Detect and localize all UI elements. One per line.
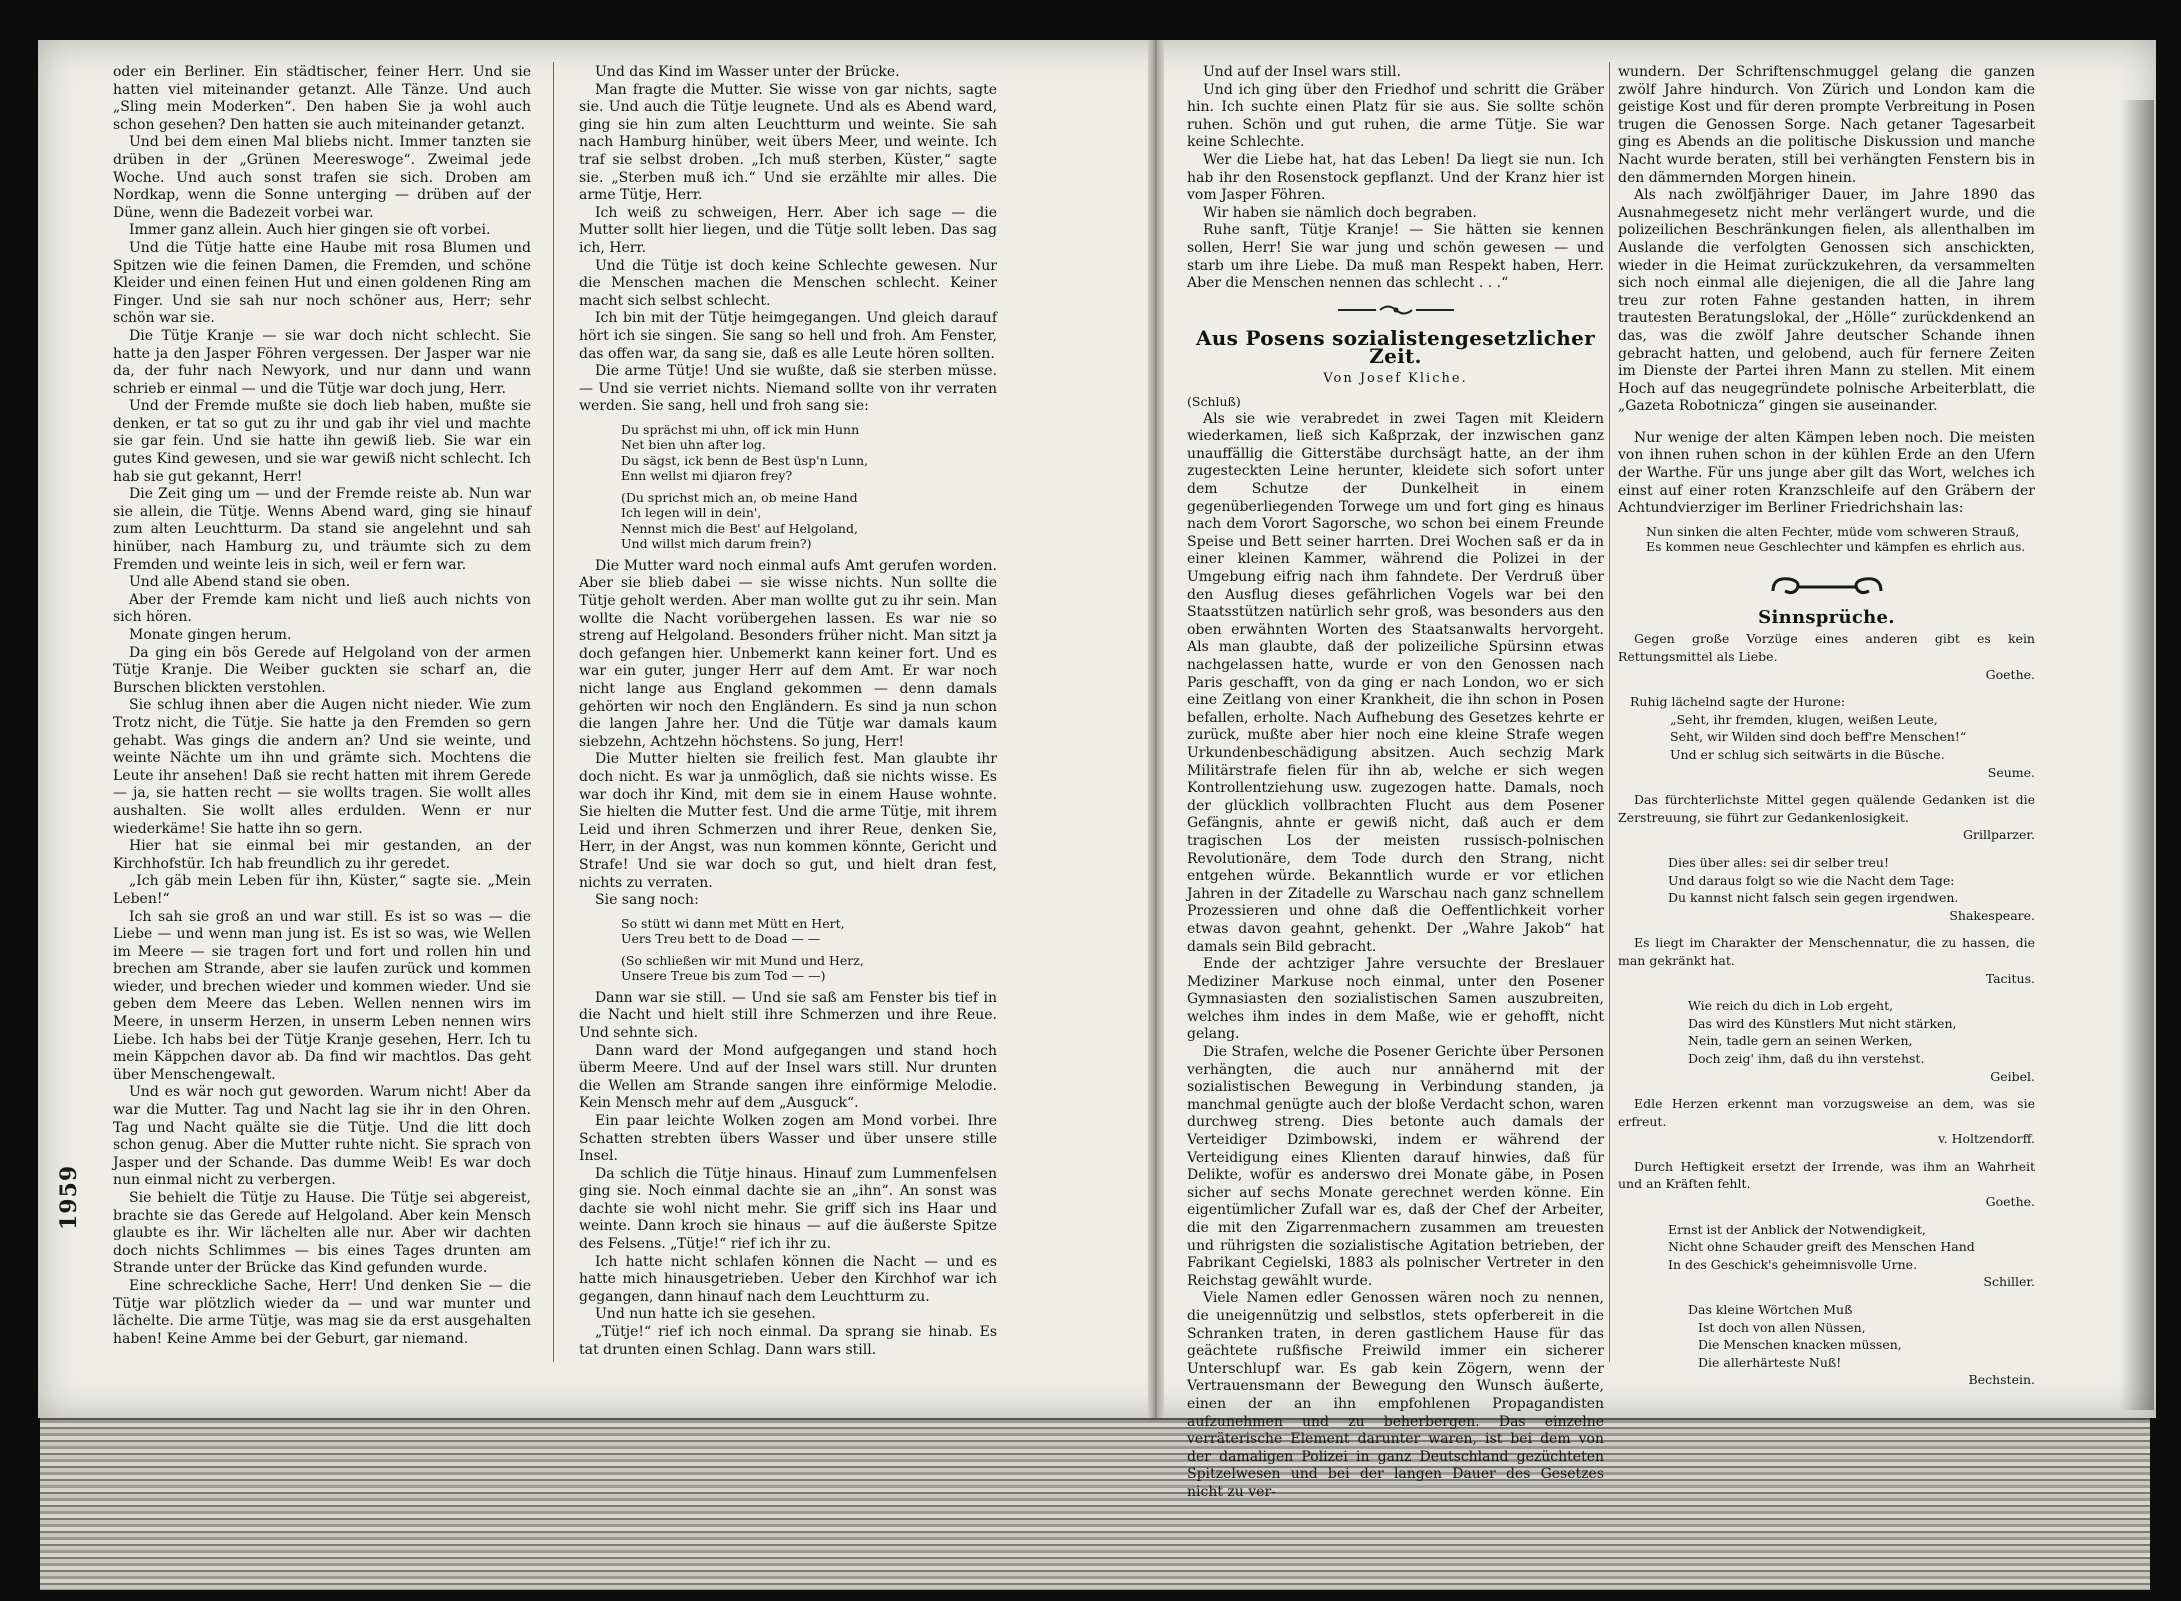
spruch-line: Das wird des Künstlers Mut nicht stärken, [1688,1015,1957,1031]
paragraph: Dann war sie still. — Und sie saß am Fenster bis tief in die Nacht und hielt still ihre Schmerzen und ihre Reue. Und sehnte sich. [579,989,997,1041]
spruch [1618,997,2035,1085]
ornament-icon [1336,303,1456,317]
spruch [1618,630,2035,683]
spruch-line: Doch zeig' ihm, daß du ihn verstehst. [1688,1050,1925,1066]
paragraph: Die Mutter ward noch einmal aufs Amt gerufen worden. Aber sie blieb dabei — sie wisse nichts. Nun sollte die Tütje geholt werden. Aber man wollte gut zu ihr sein. Man wollte die Nacht vorübergehen lassen. Es war nie so streng auf Helgoland. Besonders früher nicht. Man sitzt ja doch gefangen hier. Unbemerkt kann keiner fort. Und es war ein guter, junger Herr auf dem Amt. Er war noch nicht lange aus England gekommen — denn damals gehörten wir noch den Engländern. Es sind ja nun schon die langen Jahre her. Und die Tütje war damals kaum siebzehn, Achtzehn höchstens. So jung, Herr! [579,557,997,750]
paragraph: Ich sah sie groß an und war still. Es ist so was — die Liebe — und wenn man jung ist. Es ist so was, wie Wellen im Meere — sie tragen fort und fort und rollen hin und brechen am Strande, aber sie laufen zurück und kommen wieder, und brechen wieder und kommen wieder. Und sie geben dem Meere das Leben. Wellen nennen wirs im Meere, in unserm Herzen, in unserm Leben nennen wirs Liebe. Ich habs bei der Tütje Kranje gesehen, Herr. Ich tu mein Käppchen davor ab. Da find wir machtlos. Das geht über Menschengewalt. [113,908,531,1083]
spruch [1618,1158,2035,1211]
article-note: (Schluß) [1187,394,1241,410]
spruch [1618,791,2035,844]
spruch-line: Es liegt im Charakter der Menschennatur, die zu hassen, die man gekränkt hat. [1618,935,2035,968]
verse-line: Es kommen neue Geschlechter und kämpfen es ehrlich aus. [1646,539,2026,555]
paragraph: Und es wär noch gut geworden. Warum nicht! Aber da war die Mutter. Tag und Nacht lag sie ihr in den Ohren. Tag und Nacht quälte sie die Tütje. Und die litt doch schon genug. Aber die Mutter ruhte nicht. Sie sprach von Jasper und der Schande. Das dumme Weib! Es war doch nun einmal nicht zu verbergen. [113,1084,531,1189]
paragraph: Ich hatte nicht schlafen können die Nacht — und es hatte mich hinausgetrieben. Ueber den Kirchhof war ich gegangen, dann hinauf nach dem Leuchtturm zu. [579,1253,997,1305]
spruch-line: Und er schlug sich seitwärts in die Büsche. [1670,747,1945,762]
spruch-line: Ruhig lächelnd sagte der Hurone: [1630,694,1846,710]
spruch-author: Shakespeare. [1949,907,2035,923]
song-verse-1-translation [579,490,997,552]
paragraph: Und nun hatte ich sie gesehen. [595,1306,816,1323]
paragraph: Ich bin mit der Tütje heimgegangen. Und gleich darauf hört ich sie singen. Sie sang so hell und froh. Am Fenster, das offen war, da sang sie, daß es alle Leute hören sollten. [579,310,997,362]
paragraph: Hier hat sie einmal bei mir gestanden, an der Kirchhofstür. Ich hab freundlich zu ihr geredet. [113,838,531,872]
paragraph: Und ich ging über den Friedhof und schritt die Gräber hin. Ich suchte einen Platz für sie aus. Sie sollte schön ruhen. Schön und gut ruhen, die arme Tütje. Sie war keine Schlechte. [1187,81,1604,151]
spruch-line: Du kannst nicht falsch sein gegen irgendwen. [1668,890,1959,906]
spruch-author: Goethe. [1985,1194,2035,1210]
paragraph: Und auf der Insel wars still. [1203,64,1401,80]
verse-line: (So schließen wir mit Mund und Herz, [621,952,864,968]
spruch-line: Wie reich du dich in Lob ergeht, [1688,998,1894,1014]
spruch-line: Nicht ohne Schauder greift des Menschen Hand [1668,1239,1975,1255]
paragraph: Man fragte die Mutter. Sie wisse von gar nichts, sagte sie. Und auch die Tütje leugnete. Und als es Abend ward, ging sie hin zum alten Leuchtturm und weinte. Sie sah nach Hamburg hinüber, weit übers Meer, und weinte. Ich traf sie selbst droben. „Ich muß sterben, Küster,“ sagte sie. „Sterben muß ich.“ Und sie erzählte mir alles. Die arme Tütje, Herr. [579,81,997,204]
paragraph: Als nach zwölfjähriger Dauer, im Jahre 1890 das Ausnahmegesetz nicht mehr verlängert wurde, und die polizeilichen Beschränkungen fielen, als allenthalben im Auslande die verfolgten Genossen sich anschickten, wieder in die Heimat zurückzukehren, da versammelten sich noch einmal alle diejenigen, die all die Jahre lang treu zur roten Fahne gestanden hatten, in ihrem trautesten Beratungslokal, der „Hölle“ zurückdenkend an das, was die zwölf Jahre deutscher Schande ihnen gebracht hatten, und gelobend, auch für fernere Zeiten im Dienste der Partei ihren Mann zu stellen. Mit einem Hoch auf das neugegründete polnische Arbeiterblatt, die „Gazeta Robotnicza“ gingen sie auseinander. [1618,187,2035,415]
column-2 [579,64,997,1364]
column-1 [113,64,531,1364]
paragraph: Da ging ein bös Gerede auf Helgoland von der armen Tütje Kranje. Die Weiber guckten sie scharf an, die Burschen blickten verstohlen. [113,644,531,696]
song-verse-2-translation [579,953,997,984]
paragraph: Und bei dem einen Mal bliebs nicht. Immer tanzten sie drüben in der „Grünen Meereswoge“. Zweimal jede Woche. Und auch sonst trafen sie sich. Droben am Nordkap, wenn die Sonne unterging — drüben auf der Düne, wenn die Badezeit vorbei war. [113,134,531,221]
song-verse-1 [579,422,997,484]
paragraph: „Ich gäb mein Leben für ihn, Küster,“ sagte sie. „Mein Leben!“ [113,873,531,907]
spruch-line: In des Geschick's geheimnisvolle Urne. [1668,1256,1918,1272]
spruch-line: Die Menschen knacken müssen, [1698,1337,1902,1353]
paragraph: Ein paar leichte Wolken zogen am Mond vorbei. Ihre Schatten strebten übers Wasser und über unsere stille Insel. [579,1112,997,1165]
paragraph: Sie behielt die Tütje zu Hause. Die Tütje sei abgereist, brachte sie das Gerede auf Helgoland. Aber kein Mensch glaubte es ihr. Wir lächelten alle nur. Aber wir dachten doch nichts Schlimmes — bis eines Tages drunten am Strande unter der Brücke das Kind gefunden wurde. [113,1190,531,1277]
paragraph: Ruhe sanft, Tütje Kranje! — Sie hätten sie kennen sollen, Herr! Sie war jung und schön gewesen — und starb um ihre Liebe. Da muß man Respekt haben, Herr. Aber die Menschen nennen das schlecht . . .“ [1187,222,1604,292]
verse-line: Unsere Treue bis zum Tod — —) [621,968,826,984]
paragraph: Monate gingen herum. [129,627,292,643]
page-edges [40,1418,2150,1590]
paragraph: Die Zeit ging um — und der Fremde reiste ab. Nun war sie allein, die Tütje. Wenns Abend ward, ging sie hinauf zum alten Leuchtturm. Da stand sie angelehnt und sah hinüber, nach Hamburg zu, und träumte sich zu dem Fremden und weinte leis in sich, weil er fern war. [113,486,531,573]
spruch-author: Seume. [1987,764,2035,780]
spruch-line: „Seht, ihr fremden, klugen, weißen Leute, [1670,711,1938,727]
spruch [1618,934,2035,987]
paragraph: Und die Tütje ist doch keine Schlechte gewesen. Nur die Menschen machen die Menschen schlecht. Keiner macht sich selbst schlecht. [579,257,997,309]
spruch-line: Das kleine Wörtchen Muß [1688,1302,1853,1318]
spruch-line: Durch Heftigkeit ersetzt der Irrende, was ihm an Wahrheit und an Kräften fehlt. [1618,1158,2035,1192]
paragraph: Die Strafen, welche die Posener Gerichte über Personen verhängten, die auch nur annähernd mit der sozialistischen Bewegung in Verbindung standen, ja manchmal genügte auch der bloße Verdacht schon, waren durchweg streng. Dies betonte auch damals der Verteidiger Dzimbowski, indem er während der Verteidigung eines Klienten darauf hinwies, daß für Delikte, wofür es anderswo drei Monate gäbe, in Posen sicher auf sechs Monate gerechnet werden könne. Ein eigentümlicher Zufall war es, daß der Chef der Arbeiter, die mit den Zigarrenmachern zusammen am treuesten und rührigsten die sozialistische Agitation betrieben, der Fabrikant Cegielski, 1883 als polnischer Vertreter in den Reichstag gewählt wurde. [1187,1044,1604,1289]
paragraph: Als sie wie verabredet in zwei Tagen mit Kleidern wiederkamen, ließ sich Kaßprzak, der inzwischen ganz unauffällig die Gitterstäbe durchsägt hatte, an der ihm zugesteckten Leine herunter, kleidete sich sofort unter dem Schutze der Dunkelheit in einem gegenüberliegenden Torwege um und fort ging es hinaus nach dem Vorort Sagorsche, wo schon bei einem Freunde Speise und Bett seiner harrten. Drei Wochen saß er da in einer kleinen Kammer, während die Polizei in der Umgebung eifrig nach ihm fahndete. Der Verdruß über den Ausflug dieses gefährlichen Vogels war bei den Staatsstützen natürlich sehr groß, was besonders aus den oben erwähnten Worten des Staatsanwalts hervorgeht. Als man glaubte, daß der polizeiliche Spürsinn etwas nachgelassen hatte, wurde er von den Genossen nach Paris geschafft, von da ging er nach London, wo er sich eine Zeitlang von einer Krankheit, die ihn schon in Posen befallen, erholte. Nach Aufhebung des Gesetzes kehrte er zurück, mußte aber hier noch eine kleine Strafe wegen Urkundenbeschädigung absitzen. Auch sechzig Mark Militärstrafe fielen für ihn ab, welche er sich wegen Kontrollentziehung usw. zugezogen hatte. Damals, noch der glücklich vollbrachten Flucht aus dem Posener Gefängnis, ahnte er gewiß nicht, daß auch er dem tragischen Los der meisten russisch-polnischen Revolutionäre, dem Tode durch den Strang, nicht entgehen würde. Bekanntlich wurde er vor etlichen Jahren in der Zitadelle zu Warschau nach ganz schnellem Prozessieren und ohne daß die Oeffentlichkeit vorher etwas davon geahnt, gehenkt. Der „Wahre Jakob“ hat damals sein Bild gebracht. [1187,410,1604,955]
paragraph: Ich weiß zu schweigen, Herr. Aber ich sage — die Mutter sollt hier liegen, und die Tütje sollt leben. Das sag ich, Herr. [579,204,997,256]
sinnsprueche-title: Sinnsprüche. [1758,606,1895,628]
kranzschleife-verse [1618,524,2035,555]
paragraph: Und der Fremde mußte sie doch lieb haben, mußte sie denken, er tat so gut zu ihr und gab ihr viel und machte sie gar fein. Und sie hatte ihn gewiß lieb. Sie war ein gutes Kind gewesen, und sie war gewiß nicht schlecht. Ich hab sie gut gekannt, Herr! [113,398,531,485]
paragraph: Da schlich die Tütje hinaus. Hinauf zum Lummenfelsen ging sie. Noch einmal dachte sie an „ihn“. An sonst was dachte sie wohl nicht mehr. Sie griff sich ins Haar und weinte. Dann kroch sie hinaus — auf die äußerste Spitze des Felsens. „Tütje!“ rief ich ihr zu. [579,1165,997,1253]
verse-line: Und willst mich darum frein?) [621,536,812,552]
song-verse-2 [579,916,997,947]
paragraph: Sie schlug ihnen aber die Augen nicht nieder. Wie zum Trotz nicht, die Tütje. Sie hatte ja den Fremden so gern gehabt. Was gings die andern an? Und sie weinte, und weinte Nächte um ihn und grämte sich. Mochtens die Leute ihr ansehen! Daß sie recht hatten mit ihrem Gerede — ja, sie hatten recht — sie wollts tragen. Sie wollt alles aushalten. Sie wollt alles erdulden. Wenn er nur wiederkäme! Sie hatte ihn so gern. [113,697,531,837]
verse-line: Uers Treu bett to de Doad — — [621,931,821,947]
spruch-author: Schiller. [1983,1274,2035,1290]
paragraph: Wir haben sie nämlich doch begraben. [1203,204,1477,221]
spruch [1618,1221,2035,1291]
paragraph: wundern. Der Schriftenschmuggel gelang die ganzen zwölf Jahre hindurch. Von Zürich und London kam die geistige Kost und für deren prompte Verbreitung in Posen trugen die Genossen Sorge. Nach getaner Tagesarbeit ging es Abends an die politische Diskussion und manche Nacht wurde beraten, still bei verhängten Fenstern bis in den dämmernden Morgen hinein. [1618,64,2035,186]
paragraph: Nur wenige der alten Kämpen leben noch. Die meisten von ihnen ruhen schon in der kühlen Erde an den Ufern der Warthe. Für uns junge aber gilt das Wort, welches ich einst auf einer roten Kranzschleife auf den Gräbern der Achtundvierziger im Berliner Friedrichshain las: [1618,429,2035,517]
column-rule-3 [1609,62,1610,1362]
spruch-line: Das fürchterlichste Mittel gegen quälende Gedanken ist die Zerstreuung, sie führt zur Gedankenlosigkeit. [1618,792,2035,825]
paragraph: Aber der Fremde kam nicht und ließ auch nichts von sich hören. [113,591,531,626]
spruch-author: Grillparzer. [1963,827,2035,843]
article-byline: Von Josef Kliche. [1323,370,1468,386]
spruch-author: Bechstein. [1968,1372,2035,1388]
verse-line: Enn wellst mi djiaron frey? [621,468,793,484]
paragraph: oder ein Berliner. Ein städtischer, feiner Herr. Und sie hatten viel miteinander getanzt. Alle Tänze. Und auch „Sling mein Moderken“. Den haben Sie ja wohl auch schon gesehen? Den hatten sie auch miteinander getanzt. [113,64,531,133]
paragraph: Und das Kind im Wasser unter der Brücke. [595,64,900,80]
verse-line: Du sägst, ick benn de Best üsp'n Lunn, [621,452,869,468]
paragraph: Wer die Liebe hat, hat das Leben! Da liegt sie nun. Ich hab ihr den Rosenstock gepflanzt. Und der Kranz hier ist vom Jasper Föhren. [1187,151,1604,204]
verse-line: Net bien uhn after log. [621,437,766,453]
paragraph: „Tütje!“ rief ich noch einmal. Da sprang sie hinab. Es tat drunten einen Schlag. Dann wars still. [579,1324,997,1358]
verse-line: Ich legen will in dein', [621,505,762,521]
paragraph: Und die Tütje hatte eine Haube mit rosa Blumen und Spitzen wie die feinen Damen, die Fremden, und schöne Kleider und einen feinen Hut und einen goldenen Ring am Finger. Und sie sah nur noch schöner aus, Herr; sehr schön war sie. [113,239,531,327]
spruch [1618,693,2035,781]
paragraph: Eine schreckliche Sache, Herr! Und denken Sie — die Tütje war plötzlich wieder da — und war munter und lächelte. Die arme Tütje, was mag sie da erst ausgehalten haben! Keine Amme bei der Geburt, gar niemand. [113,1277,531,1347]
verse-line: Nun sinken die alten Fechter, müde vom schweren Strauß, [1646,523,2020,539]
spruch-line: Die allerhärteste Nuß! [1698,1354,1842,1370]
spruch-line: Ist doch von allen Nüssen, [1698,1319,1866,1335]
ornament-divider [1187,303,1604,321]
book-gutter [1148,40,1164,1418]
paragraph: Dann ward der Mond aufgegangen und stand hoch überm Meere. Und auf der Insel wars still. Nur drunten die Wellen am Strande sangen ihre einförmige Melodie. Kein Mensch mehr auf dem „Ausguck“. [579,1042,997,1112]
paragraph: Und alle Abend stand sie oben. [129,574,351,591]
spruch-author: Tacitus. [1985,970,2035,986]
spruch-line: Und daraus folgt so wie die Nacht dem Tage: [1668,872,1955,888]
paragraph: Die arme Tütje! Und sie wußte, daß sie sterben müsse. — Und sie verriet nichts. Niemand sollte von ihr verraten werden. Sie sang, hell und froh sang sie: [579,363,997,415]
paragraph: Sie sang noch: [595,892,699,909]
verse-line: (Du sprichst mich an, ob meine Hand [621,489,858,505]
article-title: Aus Posens sozialistengesetzlicher Zeit. [1195,326,1595,368]
spruch-line: Gegen große Vorzüge eines anderen gibt es kein Rettungsmittel als Liebe. [1618,631,2035,665]
paragraph: Die Tütje Kranje — sie war doch nicht schlecht. Sie hatte ja den Jasper Föhren vergessen. Der Jasper war nie da, der fuhr nach Newyork, und nur dann und wann schrieb er einmal — und die Tütje war doch jung, Herr. [113,327,531,397]
spruch-line: Dies über alles: sei dir selber treu! [1668,854,1890,870]
spruch-author: v. Holtzendorff. [1938,1131,2035,1147]
verse-line: So stütt wi dann met Mütt en Hert, [621,915,845,931]
paragraph: Die Mutter hielten sie freilich fest. Man glaubte ihr doch nicht. Es war ja unmöglich, daß sie nichts wisse. Es war doch ihr Kind, mit dem sie in einem Hause wohnte. Sie hielten die Mutter fest. Und die arme Tütje, mit ihrem Leid und ihren Schmerzen und ihrer Reue, denken Sie, Herr, in der Angst, was nun kommen könnte, Gericht und Strafe! Und sie war doch so gut, und hielt dran fest, nichts zu verraten. [579,751,997,891]
spruch-author: Geibel. [1990,1068,2035,1084]
spruch [1618,1301,2035,1389]
column-rule-1 [553,62,554,1362]
swash-ornament-icon [1767,573,1887,599]
verse-line: Du sprächst mi uhn, off ick min Hunn [621,421,860,437]
spruch [1618,1095,2035,1148]
margin-number: 1959 [56,1164,82,1230]
column-4 [1618,64,2035,1388]
spruch [1618,854,2035,924]
paragraph: Viele Namen edler Genossen wären noch zu nennen, die uneigennützig und selbstlos, stets opferbereit in die Schranken traten, in deren gastlichem Hause für das geächtete rußfische Freiwild immer ein sicherer Unterschlupf war. Es gab kein Zögern, wenn der Vertrauensmann der Bewegung den Wunsch äußerte, einen der an ihn empfohlenen Propagandisten aufzunehmen und zu beherbergen. Das einzelne verräterische Element darunter waren, ist bei dem von der damaligen Polizei in ganz Deutschland gezüchteten Spitzelwesen und bei der langen Dauer des Gesetzes nicht zu ver- [1187,1290,1604,1500]
verse-line: Nennst mich die Best' auf Helgoland, [621,520,858,536]
spruch-line: Ernst ist der Anblick der Notwendigkeit, [1668,1221,1926,1237]
paragraph: Immer ganz allein. Auch hier gingen sie oft vorbei. [129,222,491,239]
spruch-line: Seht, wir Wilden sind doch beff're Menschen!“ [1670,729,1967,745]
spruch-line: Nein, tadle gern an seinen Werken, [1688,1033,1913,1049]
spruch-line: Edle Herzen erkennt man vorzugsweise an dem, was sie erfreut. [1618,1096,2035,1129]
paragraph: Ende der achtziger Jahre versuchte der Breslauer Mediziner Markuse noch einmal, unter den Posener Gymnasiasten den sozialistischen Samen auszubreiten, welches ihm indes in dem Maße, wie er gehofft, nicht gelang. [1187,956,1604,1043]
right-edge-shadow [2120,100,2154,1410]
spruch-author: Goethe. [1985,666,2035,682]
column-3 [1187,64,1604,1500]
